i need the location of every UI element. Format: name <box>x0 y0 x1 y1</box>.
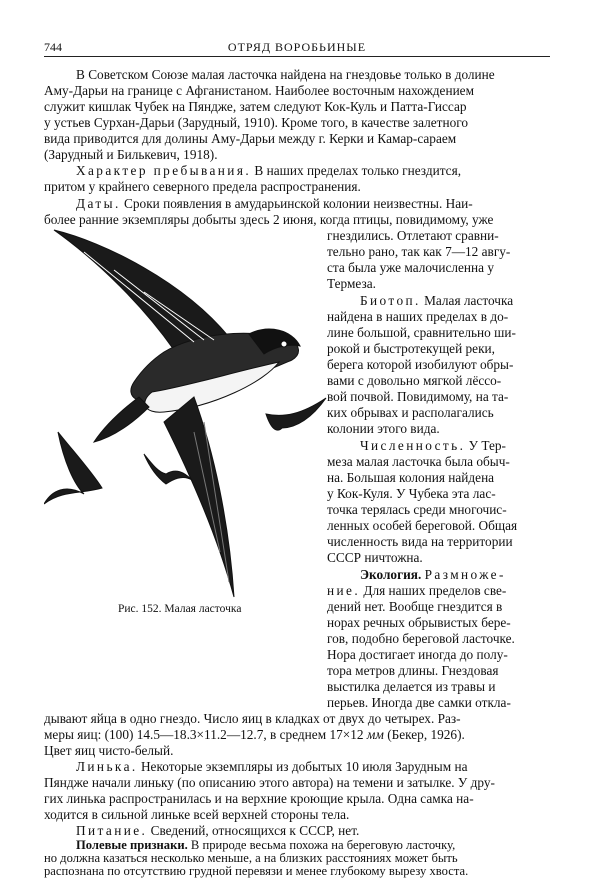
para-moult-line: Линька. Некоторые экземпляры из добытых 10 июля Зарудным на <box>76 759 468 774</box>
dates-text: Сроки появления в амударьинской колонии неизвестны. Наи- <box>124 196 473 211</box>
para-distribution-line: (Зарудный и Билькевич, 1918). <box>44 147 218 162</box>
distant-swallow-left <box>44 432 102 504</box>
para-biotope-line: лине большой, сравнительно ши- <box>327 325 516 340</box>
para-ecology-line: Цвет яиц чисто-белый. <box>44 743 174 758</box>
para-field-line: но должна казаться несколько меньше, а на близких расстояниях может быть <box>44 851 458 865</box>
para-distribution-line: служит кишлак Чубек на Пяндже, затем следуют Кок-Куль и Патта-Гиссар <box>44 99 467 114</box>
running-title: ОТРЯД ВОРОБЬИНЫЕ <box>227 40 367 54</box>
para-numbers-line: Численность. У Тер- <box>360 438 506 453</box>
para-ecology-line: выстилка делается из травы и <box>327 679 496 694</box>
distant-swallow-right <box>266 398 326 430</box>
para-biotope-line: вами с довольно мягкой лёссо- <box>327 373 502 388</box>
numbers-label: Численность. <box>360 438 466 453</box>
para-numbers-line: СССР ничтожна. <box>327 550 423 565</box>
stay-label: Характер пребывания. <box>76 163 252 178</box>
para-ecology-line: Нора достигает иногда до полу- <box>327 647 508 662</box>
para-biotope-line: найдена в наших пределах в до- <box>327 309 509 324</box>
para-field-line: Полевые признаки. В природе весьма похожа на береговую ласточку, <box>76 838 456 852</box>
para-dates-line: Термеза. <box>327 276 376 291</box>
para-ecology-line: тора метров длины. Гнездовая <box>327 663 499 678</box>
para-moult-line: Пяндже начали линьку (по описанию этого автора) на темени и затылке. У дру- <box>44 775 495 790</box>
para-numbers-line: на. Большая колония найдена <box>327 470 495 485</box>
para-biotope-line: рокой и быстротекущей реки, <box>327 341 495 356</box>
para-numbers-line: численность вида на территории <box>327 534 513 549</box>
para-biotope-line: ких обрывах и располагались <box>327 405 494 420</box>
para-numbers-line: ленных особей береговой. Общая <box>327 518 518 533</box>
stay-text: В наших пределах только гнездится, <box>254 163 462 178</box>
page-number: 744 <box>44 40 62 54</box>
running-header <box>44 38 550 57</box>
para-moult-line: гих линька распространилась и на верхние кроющие крыла. Одна самка на- <box>44 791 474 806</box>
eye <box>281 341 287 347</box>
para-biotope-line: Биотоп. Малая ласточка <box>360 293 514 308</box>
para-ecology-line: норах речных обрывистых бере- <box>327 615 511 630</box>
para-distribution-line: Аму-Дарьи на границе с Афганистаном. Наиболее восточным нахождением <box>44 83 474 98</box>
lower-wing <box>164 397 234 597</box>
para-biotope-line: вой почвой. Повидимому, на та- <box>327 389 509 404</box>
para-numbers-line: точка терялась среди многочис- <box>327 502 507 517</box>
para-ecology-line: меры яиц: (100) 14.5—18.3×11.2—12.7, в среднем 17×12 мм (Бекер, 1926). <box>44 727 465 742</box>
para-ecology-line: перьев. Иногда две самки откла- <box>327 695 511 710</box>
para-ecology-line: дывают яйца в одно гнездо. Число яиц в кладках от двух до четырех. Раз- <box>44 711 461 726</box>
para-ecology-line: дений нет. Вообще гнездится в <box>327 599 503 614</box>
para-ecology-line: гов, подобно береговой ласточке. <box>327 631 515 646</box>
para-dates-line: ста была уже малочисленна у <box>327 260 495 275</box>
food-label: Питание. <box>76 823 148 838</box>
ecology-label: Экология. <box>360 567 422 582</box>
para-distribution-line: у устьев Сурхан-Дарьи (Зарудный, 1910). Кроме того, в качестве залетного <box>44 115 469 130</box>
para-ecology-line: ние. Для наших пределов све- <box>327 583 507 598</box>
para-stay-line: притом у крайнего северного предела распространения. <box>44 179 361 194</box>
tail <box>94 397 149 442</box>
biotope-label: Биотоп. <box>360 293 421 308</box>
para-distribution-line: вида приводится для долины Аму-Дарьи между г. Керки и Камар-сараем <box>44 131 457 146</box>
para-moult-line: ходится в сильной линьке всей верхней стороны тела. <box>44 807 350 822</box>
figure-caption: Рис. 152. Малая ласточка <box>118 603 242 615</box>
para-biotope-line: колонии этого вида. <box>327 421 440 436</box>
field-label: Полевые признаки. <box>76 838 188 852</box>
para-dates-line <box>76 196 473 212</box>
para-stay-line <box>76 163 461 179</box>
para-dates-line: тельно рано, так как 7—12 авгу- <box>327 244 511 259</box>
swallow-illustration <box>44 222 329 602</box>
reproduction-label: Размноже- <box>424 567 506 582</box>
para-field-line: распознана по отсутствию грудной перевязи и менее глубокому вырезу хвоста. <box>44 864 469 878</box>
para-distribution-line: В Советском Союзе малая ласточка найдена на гнездовье только в долине <box>76 67 495 82</box>
para-numbers-line: у Кок-Куля. У Чубека эта лас- <box>327 486 496 501</box>
para-biotope-line: берега которой изобилуют обры- <box>327 357 514 372</box>
para-numbers-line: меза малая ласточка была обыч- <box>327 454 510 469</box>
para-food-line: Питание. Сведений, относящихся к СССР, нет. <box>76 823 360 838</box>
dates-label: Даты. <box>76 196 121 211</box>
para-dates-line: гнездились. Отлетают сравни- <box>327 228 499 243</box>
para-dates-line: более ранние экземпляры добыты здесь 2 июня, когда птицы, повидимому, уже <box>44 212 494 227</box>
moult-label: Линька. <box>76 759 138 774</box>
para-ecology-line <box>360 567 506 583</box>
